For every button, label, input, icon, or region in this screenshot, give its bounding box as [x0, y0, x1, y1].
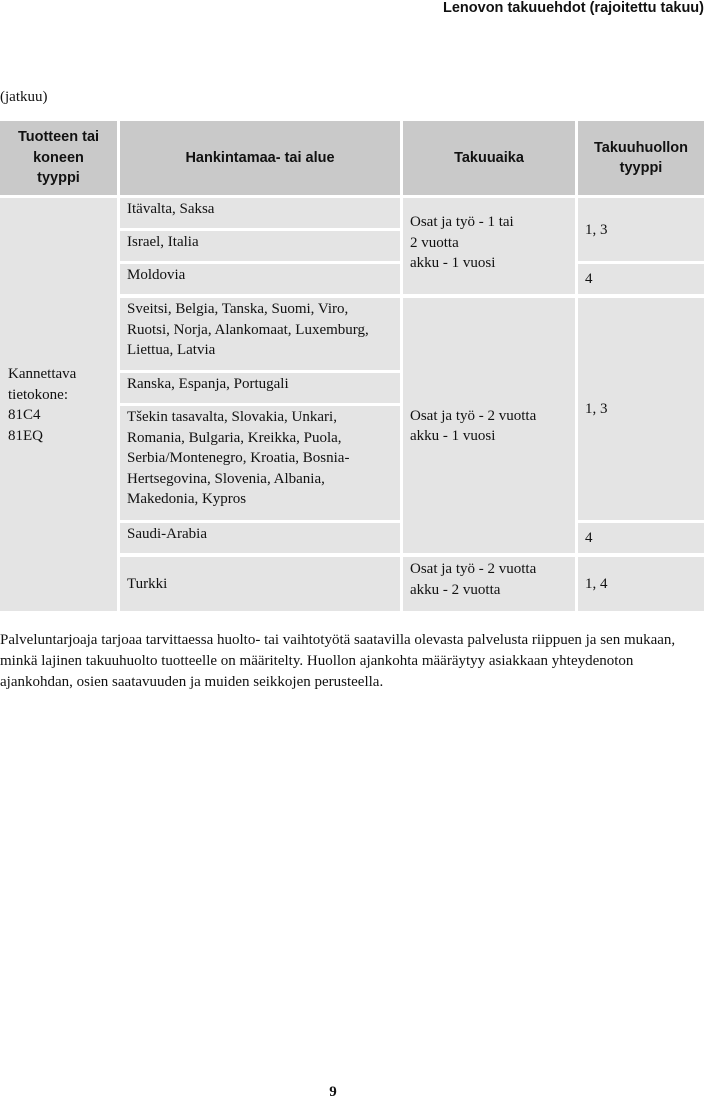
- body-paragraph: Palveluntarjoaja tarjoaa tarvittaessa huolto- tai vaihtotyötä saatavilla olevasta palvelusta riippuen ja sen mukaan, minkä lajinen takuuhuolto tuotteelle on määritelty. Huollon ajankohta määräytyy asiakkaan yhteydenoton ajankohdan, osien saatavuuden ja muiden seikkojen perusteella.: [0, 632, 676, 690]
- country-cell: Israel, Italia: [120, 231, 400, 261]
- warranty-period-cell: Osat ja työ - 2 vuotta akku - 1 vuosi: [403, 298, 575, 553]
- country-cell: Saudi-Arabia: [120, 523, 400, 553]
- country-cell: Sveitsi, Belgia, Tanska, Suomi, Viro, Ruotsi, Norja, Alankomaat, Luxemburg, Liettua, Latvia: [120, 298, 400, 370]
- service-type-cell: 4: [578, 523, 704, 553]
- service-type-cell: 1, 3: [578, 198, 704, 261]
- warranty-period-cell: Osat ja työ - 1 tai 2 vuotta akku - 1 vuosi: [403, 198, 575, 294]
- header-product-type: Tuotteen tai koneen tyyppi: [0, 121, 117, 195]
- warranty-period-cell: Osat ja työ - 2 vuotta akku - 2 vuotta: [403, 557, 575, 611]
- service-type-cell: 1, 3: [578, 298, 704, 520]
- country-cell: Turkki: [120, 557, 400, 611]
- page-number: 9: [329, 1084, 337, 1100]
- country-cell: Moldovia: [120, 264, 400, 294]
- country-cell: Ranska, Espanja, Portugali: [120, 373, 400, 403]
- header-warranty-period: Takuuaika: [403, 121, 575, 195]
- service-type-cell: 4: [578, 264, 704, 294]
- country-cell: Itävalta, Saksa: [120, 198, 400, 228]
- continued-label: (jatkuu): [0, 89, 48, 105]
- header-service-type: Takuuhuollon tyyppi: [578, 121, 704, 195]
- running-header: Lenovon takuuehdot (rajoitettu takuu): [443, 0, 704, 16]
- product-cell: Kannettava tietokone: 81C4 81EQ: [0, 198, 117, 611]
- header-country: Hankintamaa- tai alue: [120, 121, 400, 195]
- country-cell: Tšekin tasavalta, Slovakia, Unkari, Romania, Bulgaria, Kreikka, Puola, Serbia/Montenegro, Kroatia, Bosnia-Hertsegovina, Slovenia, Albania, Makedonia, Kypros: [120, 406, 400, 520]
- warranty-table: [0, 121, 704, 611]
- service-type-cell: 1, 4: [578, 557, 704, 611]
